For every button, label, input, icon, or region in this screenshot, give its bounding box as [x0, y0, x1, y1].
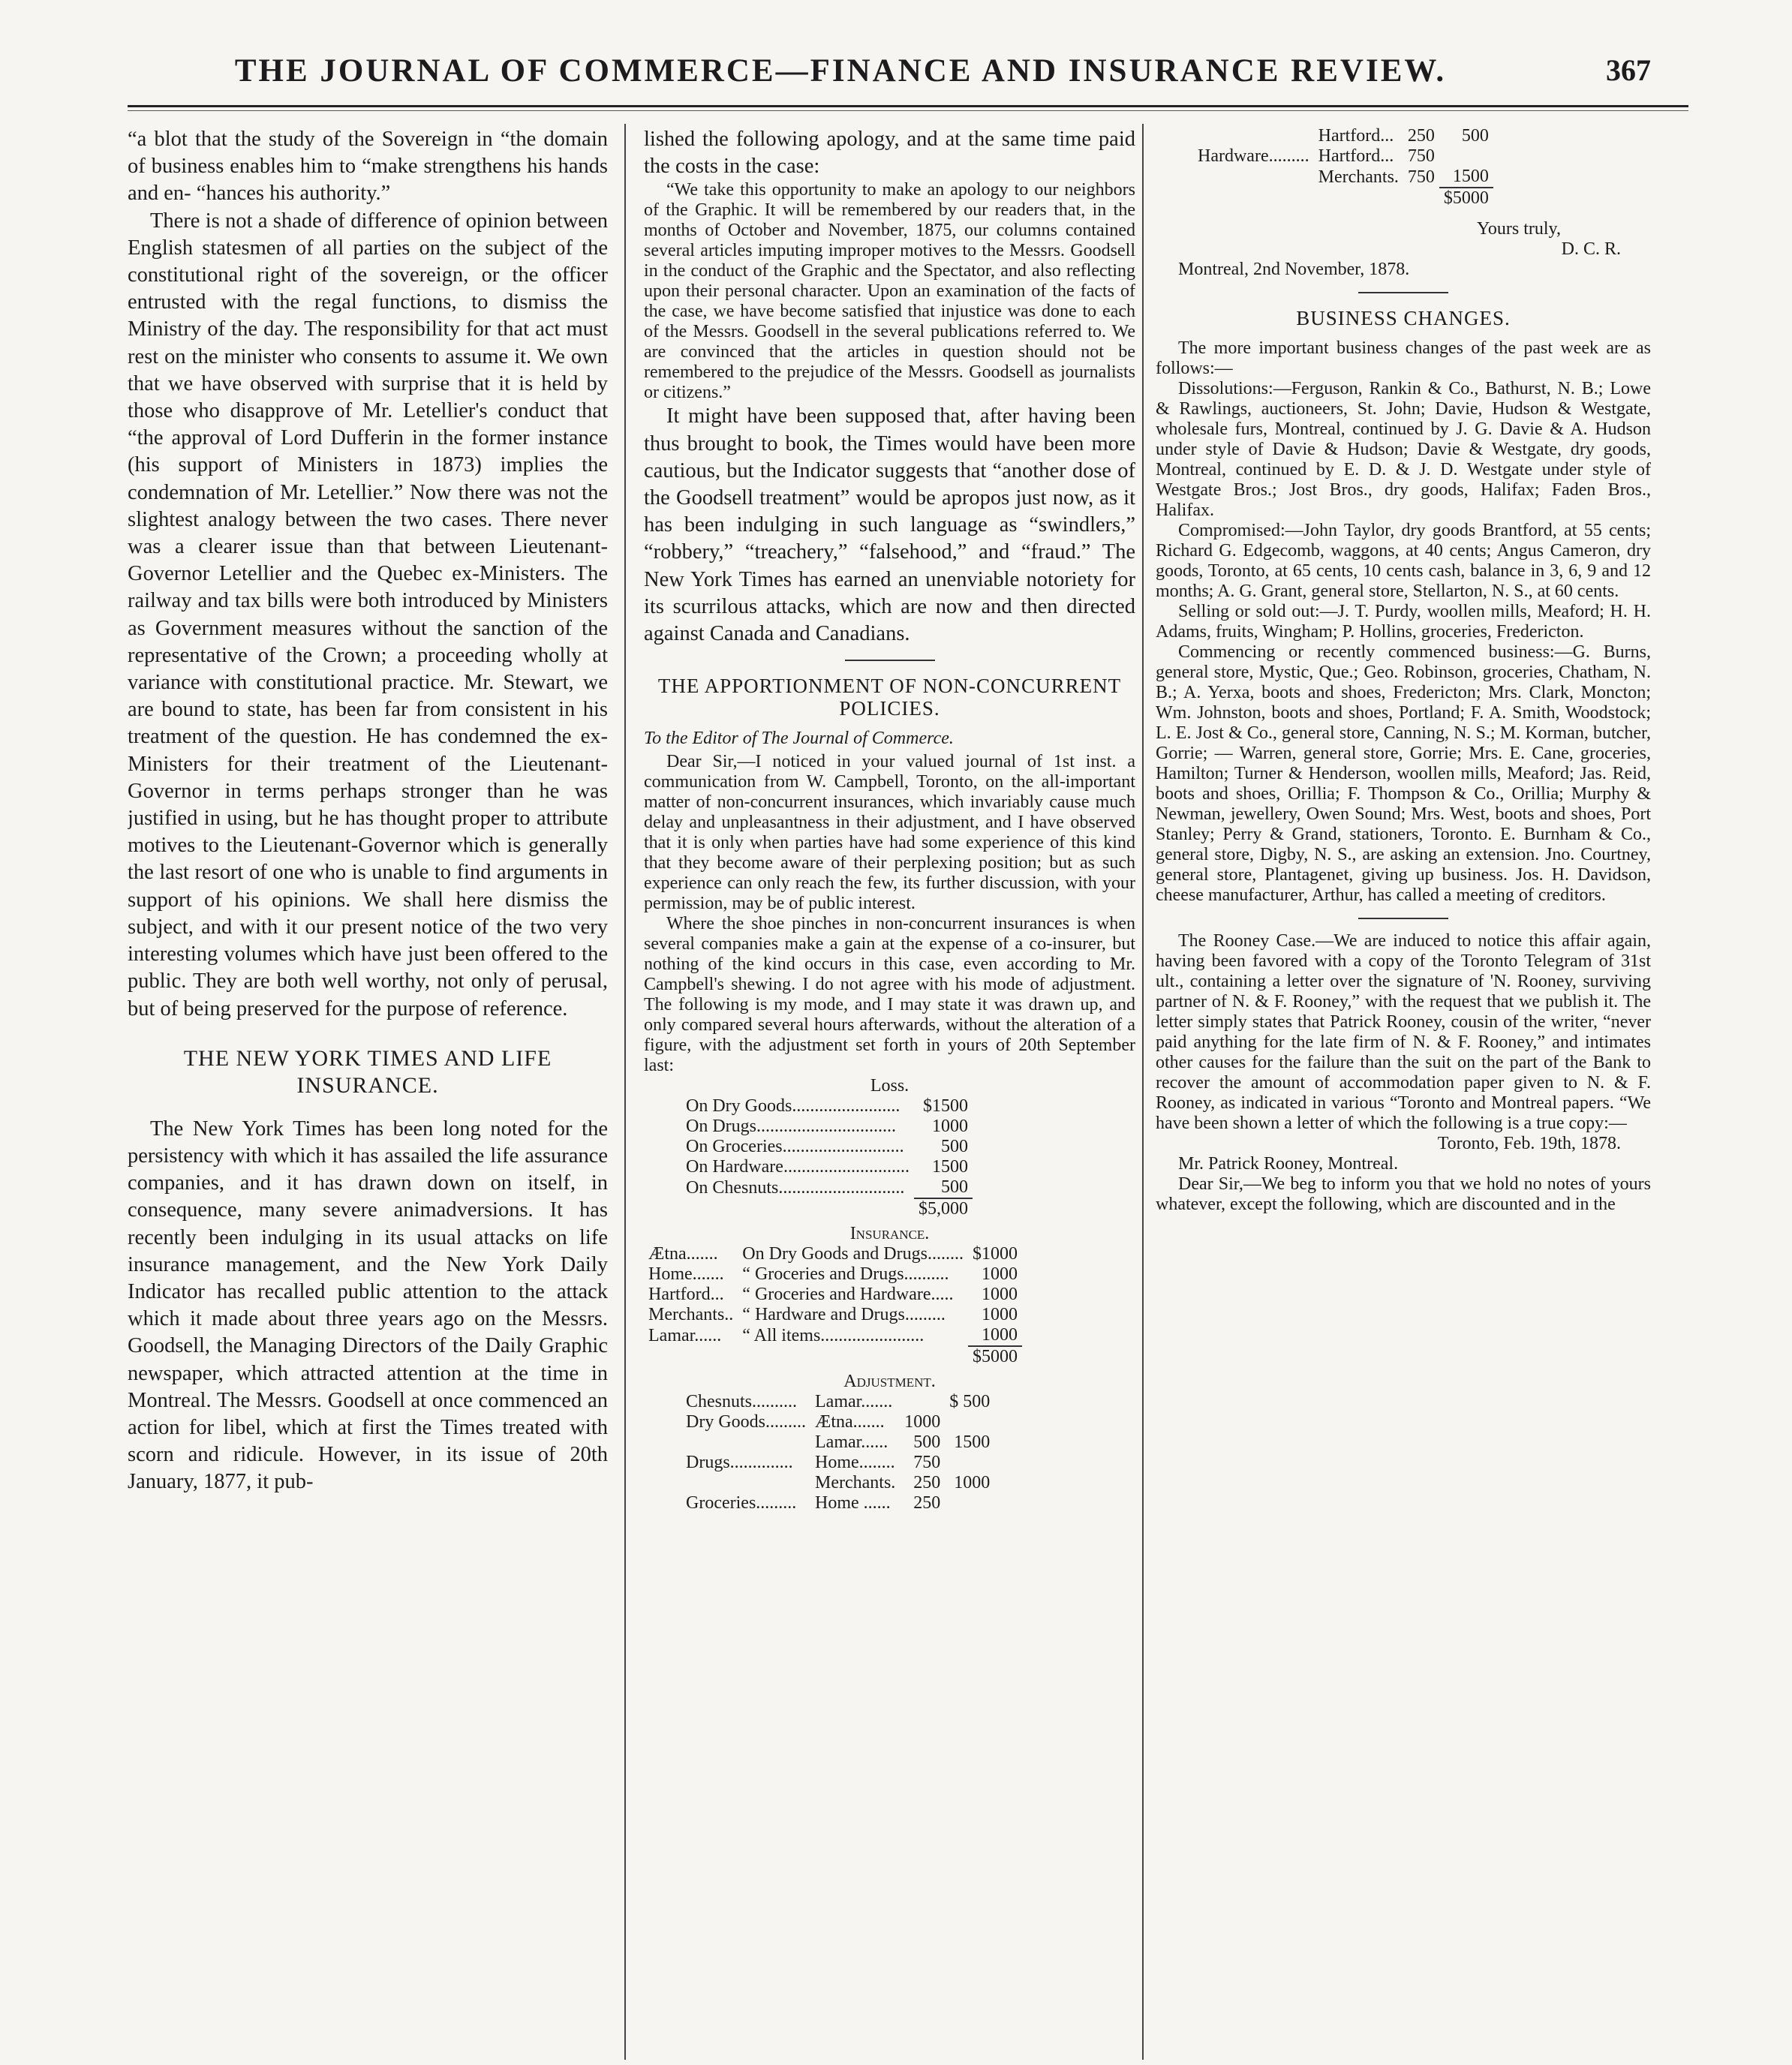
loss-row	[681, 1117, 973, 1137]
adjustment-row	[1193, 126, 1493, 146]
adjustment-item: Dry Goods.........	[686, 1412, 806, 1432]
loss-title: Loss.	[870, 1076, 910, 1096]
insurance-amount: 1000	[981, 1305, 1018, 1325]
adjustment-subtotal	[945, 1412, 994, 1432]
column-left	[128, 126, 608, 1496]
quoted-letter-body: Dear Sir,—We beg to inform you that we hold no notes of yours whatever, except the following, which are discounted and in the	[1156, 1174, 1651, 1214]
insurance-amount: 1000	[981, 1264, 1018, 1285]
adjustment-company: Ætna.......	[815, 1412, 885, 1432]
selling-list: Selling or sold out:—J. T. Purdy, woollen mills, Meaford; H. H. Adams, fruits, Wingham; P. Hollins, groceries, Fredericton.	[1156, 602, 1651, 642]
adjustment-row	[1193, 167, 1493, 188]
letter-signature: D. C. R.	[1561, 239, 1621, 259]
loss-label: On Groceries...........................	[686, 1137, 904, 1157]
article-paragraph: lished the following apology, and at the same time paid the costs in the case:	[644, 128, 1135, 179]
adjustment-item: Chesnuts..........	[686, 1392, 798, 1412]
article-paragraph: The New York Times has been long noted for the persistency with which it has assailed the life assurance companies, and it has drawn down on itself, in consequence, many severe animadversions. It has recently been indulging in its usual attacks on life insurance management, and the New York Daily Indicator has recalled public attention to the attack which it made about three years ago on the Messrs. Goodsell, the Managing Directors of the Daily Graphic newspaper, which attracted attention at the time in Montreal. The Messrs. Goodsell at once commenced an action for libel, which at first the Times treated with scorn and ridicule. However, in its issue of 20th January, 1877, it pub-	[128, 1117, 608, 1494]
adjustment-company: Lamar.......	[815, 1392, 893, 1412]
insurance-company: Merchants..	[648, 1305, 734, 1325]
adjustment-company: Merchants.	[1318, 167, 1399, 187]
article-paragraph: There is not a shade of difference of opinion between English statesmen of all parties on the subject of the constitutional right of the sovereign, or the officer entrusted with the regal functions, to dismiss the Ministry of the day. The responsibility for that act must rest on the minister who consents to assume it. We own that we have observed with surprise that it is held by those who disapprove of Mr. Letellier's conduct that “the approval of Lord Dufferin in the former instance (his support of Ministers in 1873) implies the condemnation of Mr. Letellier.” Now there was not the slightest analogy between the two cases. There never was a clearer issue than that between Lieutenant-Governor Letellier and the Quebec ex-Ministers. The railway and tax bills were both introduced by Ministers as Government measures without the sanction of the representative of the Crown; a proceeding wholly at variance with constitutional practice. Mr. Stewart, we are bound to state, has been far from consistent in his treatment of the question. He has condemned the ex-Ministers for their treatment of the Lieutenant-Governor in terms perhaps stronger than he was justified in using, but he has thought proper to attribute motives to the Lieutenant-Governor which is generally the last resort of one who is unable to find arguments in support of his opinions. We shall here dismiss the subject, and with it our present notice of the two very interesting volumes which have just been offered to the public. They are both well worthy, not only of perusal, but of being preserved for the purpose of reference.	[128, 209, 608, 1020]
loss-value: 500	[940, 1137, 968, 1157]
adjustment-company: Home ......	[815, 1493, 891, 1513]
adjustment-item	[1193, 167, 1314, 188]
adjustment-share: 500	[913, 1432, 941, 1453]
adjustment-company: Hartford...	[1318, 126, 1394, 146]
dissolutions-list: Dissolutions:—Ferguson, Rankin & Co., Bathurst, N. B.; Lowe & Rawlings, auctioneers, St. John; Davie, Hudson & Westgate, wholesale furs, Montreal, continued by J. G. Davie & A. Hudson under style of Davie & Hudson; Davie & Westgate, dry goods, Montreal, continued by E. D. & J. D. Westgate under style of Westgate Bros.; Jost Bros., dry goods, Halifax; Faden Bros., Halifax.	[1156, 379, 1651, 520]
adjustment-item: Drugs..............	[686, 1453, 793, 1473]
loss-value: $1500	[922, 1096, 968, 1117]
adjustment-share: 750	[1407, 146, 1435, 166]
page-number: 367	[1606, 53, 1651, 87]
page-header	[128, 53, 1651, 98]
insurance-company: Lamar......	[648, 1325, 722, 1345]
insurance-row	[644, 1244, 1022, 1264]
loss-value: 1000	[931, 1117, 968, 1137]
adjustment-row	[681, 1453, 994, 1473]
header-rule	[128, 105, 1688, 107]
adjustment-company: Merchants.	[815, 1473, 896, 1493]
insurance-company: Home.......	[648, 1264, 724, 1285]
insurance-coverage: On Dry Goods and Drugs........	[742, 1244, 964, 1264]
insurance-amount: 1000	[981, 1325, 1018, 1345]
adjustment-item	[1193, 126, 1314, 146]
running-title: THE JOURNAL OF COMMERCE—FINANCE AND INSURANCE REVIEW.	[234, 53, 1447, 89]
insurance-company: Hartford...	[648, 1285, 724, 1305]
column-right	[1156, 126, 1651, 1215]
loss-value: 500	[940, 1177, 968, 1198]
insurance-coverage: “ Hardware and Drugs.........	[742, 1305, 946, 1325]
adjustment-row	[681, 1493, 994, 1513]
letter-dateline: Montreal, 2nd November, 1878.	[1178, 260, 1410, 279]
insurance-title: Insurance.	[849, 1224, 930, 1244]
insurance-row	[644, 1325, 1022, 1346]
business-intro: The more important business changes of the past week are as follows:—	[1156, 338, 1651, 378]
insurance-table	[644, 1244, 1022, 1367]
adjustment-item	[681, 1473, 810, 1493]
insurance-coverage: “ All items.......................	[742, 1325, 925, 1345]
adjustment-title: Adjustment.	[843, 1372, 936, 1392]
adjustment-row	[681, 1473, 994, 1493]
insurance-amount: $1000	[972, 1244, 1018, 1264]
article-heading-nyt: THE NEW YORK TIMES AND LIFE INSURANCE.	[183, 1045, 552, 1098]
loss-value: 1500	[931, 1157, 968, 1177]
article-paragraph: It might have been supposed that, after having been thus brought to book, the Times would have been more cautious, but the Indicator suggests that “another dose of the Goodsell treatment” would be apropos just now, as it has been indulging in such language as “swindlers,” “robbery,” “treachery,” “falsehood,” and “fraud.” The New York Times has earned an unenviable notoriety for its scurrilous attacks, which are now and then directed against Canada and Canadians.	[644, 404, 1135, 646]
adjustment-share: 1000	[904, 1412, 941, 1432]
letter-paragraph: Dear Sir,—I noticed in your valued journal of 1st inst. a communication from W. Campbell, Toronto, on the all-important matter of non-concurrent insurances, which invariably cause much delay and unpleasantness in their adjustment, and I have observed that it is only when parties have had some experience of this kind that they become aware of their perplexing position; but as such experience can only reach the few, its further discussion, with your permission, may be of public interest.	[644, 752, 1135, 914]
adjustment-item	[681, 1432, 810, 1453]
insurance-row	[644, 1285, 1022, 1305]
adjustment-subtotal: 1500	[1452, 167, 1489, 186]
adjustment-item: Groceries.........	[686, 1493, 797, 1513]
insurance-coverage: “ Groceries and Drugs..........	[742, 1264, 949, 1285]
adjustment-row	[681, 1432, 994, 1453]
adjustment-share: 750	[1407, 167, 1435, 187]
section-separator	[845, 660, 935, 661]
adjustment-subtotal	[945, 1453, 994, 1473]
compromised-list: Compromised:—John Taylor, dry goods Brantford, at 55 cents; Richard G. Edgecomb, waggons, at 40 cents; Angus Cameron, dry goods, Toronto, at 65 cents, 10 cents cash, balance in 3, 6, 9 and 12 months; A. G. Grant, general store, Stellarton, N. S., at 60 cents.	[1156, 521, 1651, 601]
to-editor-line: To the Editor of The Journal of Commerce.	[644, 729, 954, 749]
loss-label: On Dry Goods........................	[686, 1096, 901, 1117]
loss-row	[681, 1096, 973, 1117]
insurance-company: Ætna.......	[648, 1244, 718, 1264]
rooney-case-paragraph: The Rooney Case.—We are induced to notice this affair again, having been favored with a copy of the Toronto Telegram of 31st ult., containing a letter over the signature of 'N. Rooney, surviving partner of N. & F. Rooney,” with the request that we publish it. The letter simply states that Patrick Rooney, cousin of the writer, “never paid anything for the late firm of N. & F. Rooney,” and intimates other causes for the failure than the suit on the part of the Bank to recover the amount of accommodation paper given to N. & F. Rooney, as indicated in various “Toronto and Montreal papers. “We have been shown a letter of which the following is a true copy:—	[1156, 931, 1651, 1133]
insurance-amount: 1000	[981, 1285, 1018, 1305]
adjustment-subtotal: 1500	[954, 1432, 991, 1453]
adjustment-table-continued	[1193, 126, 1493, 209]
adjustment-share: 750	[913, 1453, 941, 1473]
loss-table	[681, 1096, 973, 1219]
adjustment-company: Hartford...	[1318, 146, 1394, 166]
adjustment-subtotal: 500	[1461, 126, 1489, 146]
adjustment-subtotal	[945, 1493, 994, 1513]
adjustment-company: Lamar......	[815, 1432, 888, 1453]
loss-label: On Drugs...............................	[686, 1117, 896, 1137]
closing-yours: Yours truly,	[1476, 219, 1561, 239]
letter-paragraph: Where the shoe pinches in non-concurrent insurances is when several companies make a gain at the expense of a co-insurer, but nothing of the kind occurs in this case, even according to Mr. Campbell's shewing. I do not agree with his mode of adjustment. The following is my mode, and I may state it was drawn up, and only compared several hours afterwards, without the alteration of a figure, with the adjustment set forth in yours of 20th September last:	[644, 914, 1135, 1076]
adjustment-share: 250	[913, 1473, 941, 1493]
loss-label: On Hardware............................	[686, 1157, 910, 1177]
quoted-letter-addressee: Mr. Patrick Rooney, Montreal.	[1178, 1154, 1399, 1174]
insurance-coverage: “ Groceries and Hardware.....	[742, 1285, 954, 1305]
column-divider-1	[624, 124, 626, 2060]
insurance-row	[644, 1305, 1022, 1325]
quote-continuation: “a blot that the study of the Sovereign in “the domain of business enables him to “make strengthens his hands and en- “hances his authority.”	[128, 128, 608, 206]
adjustment-share: 250	[913, 1493, 941, 1513]
section-separator	[1358, 292, 1448, 293]
adjustment-total: $5000	[1439, 188, 1493, 209]
insurance-total: $5000	[968, 1346, 1022, 1367]
adjustment-subtotal	[1439, 146, 1493, 167]
article-heading-business: BUSINESS CHANGES.	[1296, 307, 1511, 329]
loss-row	[681, 1157, 973, 1177]
adjustment-subtotal: $ 500	[949, 1392, 991, 1412]
column-divider-2	[1142, 124, 1144, 2060]
loss-label: On Chesnuts............................	[686, 1177, 905, 1198]
adjustment-subtotal: 1000	[954, 1473, 991, 1493]
adjustment-company: Home........	[815, 1453, 895, 1473]
adjustment-share	[900, 1392, 945, 1412]
insurance-row	[644, 1264, 1022, 1285]
adjustment-share: 250	[1407, 126, 1435, 146]
commencing-list: Commencing or recently commenced business:—G. Burns, general store, Mystic, Que.; Geo. Robinson, groceries, Chatham, N. B.; A. Yerxa, boots and shoes, Fredericton; Mrs. Clark, Moncton; Wm. Johnston, boots and shoes, Portland; F. A. Smith, Woodstock; L. E. Jost & Co., general store, Canning, N. S.; M. Korman, butcher, Gorrie; — Warren, general store, Gorrie; Mrs. E. Cane, groceries, Hamilton; Turner & Henderson, woollen mills, Meaford; Jas. Reid, boots and shoes, Orillia; F. Thompson & Co., Orillia; Murphy & Newman, jewellery, Owen Sound; Mrs. West, boots and shoes, Port Stanley; Perry & Grand, stationers, Toronto. E. Burnham & Co., general store, Digby, N. S., are asking an extension. Jno. Courtney, general store, Plantagenet, giving up business. Jos. H. Davidson, cheese manufacturer, Arthur, has called a meeting of creditors.	[1156, 642, 1651, 905]
adjustment-row	[681, 1412, 994, 1432]
adjustment-table	[681, 1392, 994, 1513]
loss-total: $5,000	[914, 1198, 973, 1219]
adjustment-item: Hardware.........	[1198, 146, 1309, 166]
header-rule-thin	[128, 110, 1688, 111]
section-separator	[1358, 918, 1448, 919]
article-heading-apportionment: THE APPORTIONMENT OF NON-CONCURRENT POLICIES.	[657, 675, 1122, 720]
apology-quote: “We take this opportunity to make an apology to our neighbors of the Graphic. It will be remembered by our readers that, in the months of October and November, 1875, our columns contained several articles imputing improper motives to the Messrs. Goodsell in the conduct of the Graphic and the Spectator, and also reflecting upon their personal character. Upon an examination of the facts of the case, we have become satisfied that injustice was done to each of the Messrs. Goodsell in the several publications referred to. We are convinced that the articles in question should not be remembered to the prejudice of the Messrs. Goodsell as journalists or citizens.”	[644, 180, 1135, 403]
adjustment-row	[681, 1392, 994, 1412]
loss-row	[681, 1177, 973, 1198]
column-middle	[644, 126, 1135, 1513]
loss-row	[681, 1137, 973, 1157]
quoted-letter-date: Toronto, Feb. 19th, 1878.	[1437, 1134, 1621, 1153]
adjustment-row	[1193, 146, 1493, 167]
